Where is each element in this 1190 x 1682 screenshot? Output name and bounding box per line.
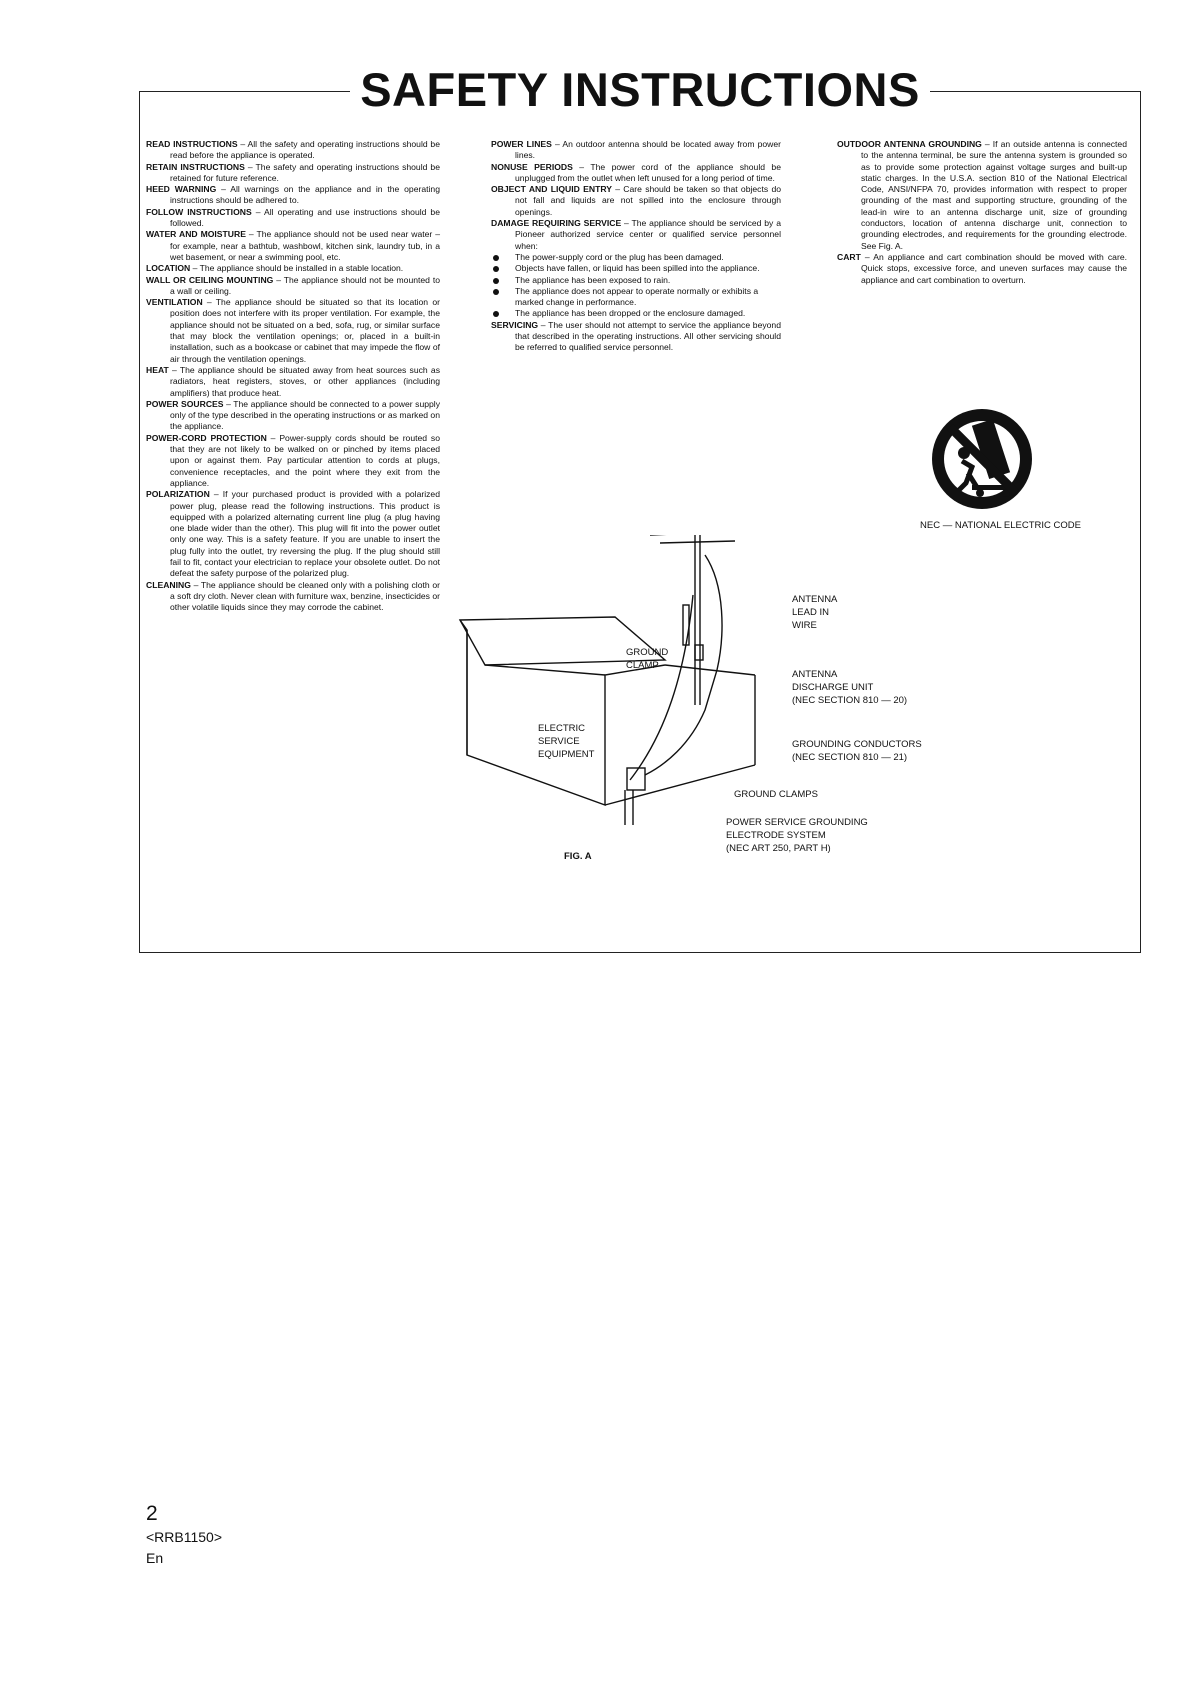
label-discharge-unit: ANTENNA DISCHARGE UNIT (NEC SECTION 810 — 20) bbox=[792, 669, 908, 706]
label-electric-service: ELECTRIC SERVICE EQUIPMENT bbox=[538, 723, 595, 760]
item-term: NONUSE PERIODS bbox=[491, 161, 573, 172]
instruction-item bbox=[146, 275, 440, 298]
instruction-item bbox=[146, 184, 440, 207]
instruction-item bbox=[146, 433, 440, 489]
service-condition-item: The appliance does not appear to operate normally or exhibits a marked change in performance. bbox=[491, 286, 781, 309]
figure-caption: FIG. A bbox=[564, 851, 592, 862]
instruction-item bbox=[146, 297, 440, 365]
item-text: – If an outside antenna is connected to the antenna terminal, be sure the antenna system is grounded so as to provide some protection against voltage surges and built-up static charges. In the U.S.A. section 810 of the National Electrical Code, ANSI/NFPA 70, provides information with respect to proper grounding of the mast and supporting structure, grounding of the lead-in wire to an antenna discharge unit, size of grounding conductors, location of antenna discharge unit, connection to grounding electrodes, and requirements for the grounding electrode. See Fig. A. bbox=[861, 139, 1127, 251]
service-condition-item: The power-supply cord or the plug has been damaged. bbox=[491, 252, 781, 263]
item-term: READ INSTRUCTIONS bbox=[146, 139, 238, 149]
page-title: SAFETY INSTRUCTIONS bbox=[360, 63, 920, 116]
column-2 bbox=[491, 139, 781, 354]
bullet-icon bbox=[493, 255, 499, 261]
item-term: HEED WARNING bbox=[146, 184, 217, 195]
item-text: – The appliance should not be mounted to a wall or ceiling. bbox=[170, 274, 440, 296]
item-term: DAMAGE REQUIRING SERVICE bbox=[491, 218, 622, 229]
column-1 bbox=[146, 139, 440, 613]
item-text: – Power-supply cords should be routed so that they are not likely to be walked on or pinched by items placed upon or against them. Pay particular attention to cords at plugs, convenience receptacles, and the point where they exit from the appliance. bbox=[170, 432, 440, 488]
language-code: En bbox=[146, 1550, 164, 1566]
bullet-icon bbox=[493, 311, 499, 317]
item-text: – An outdoor antenna should be located away from power lines. bbox=[515, 139, 781, 161]
item-term: HEAT bbox=[146, 364, 169, 375]
item-term: FOLLOW INSTRUCTIONS bbox=[146, 206, 252, 217]
item-term: RETAIN INSTRUCTIONS bbox=[146, 161, 245, 172]
item-term: LOCATION bbox=[146, 263, 191, 274]
cart-tip-over-warning-icon bbox=[928, 405, 1036, 513]
item-text: – The appliance should be situated away from heat sources such as radiators, heat registers, stoves, or other appliances (including amplifiers) that produce heat. bbox=[168, 364, 440, 398]
item-term: CLEANING bbox=[146, 579, 191, 590]
item-text: – The appliance should be situated so that its location or position does not interfere with its proper ventilation. For example, the appliance should not be situated on a bed, sofa, rug, or similar surface that may block the ventilation openings; or, placed in a built-in installation, such as a bookcase or cabinet that may impede the flow of air through the ventilation openings. bbox=[170, 297, 440, 364]
column-3 bbox=[837, 139, 1127, 286]
item-term: WALL OR CEILING MOUNTING bbox=[146, 274, 274, 285]
item-term: POWER-CORD PROTECTION bbox=[146, 432, 267, 443]
antenna-grounding-diagram bbox=[455, 535, 765, 855]
instruction-item bbox=[146, 489, 440, 579]
item-text: – The appliance should be serviced by a Pioneer authorized service center or qualified service personnel when: bbox=[515, 218, 781, 251]
instruction-item bbox=[146, 139, 440, 162]
instruction-item bbox=[146, 162, 440, 185]
item-text: – The appliance should be cleaned only with a polishing cloth or a soft dry cloth. Never clean with furniture wax, benzine, insecticides or other volatile liquids since they may corrode the cabinet. bbox=[170, 579, 440, 613]
item-text: – Care should be taken so that objects do not fall and liquids are not spilled into the enclosure through openings. bbox=[515, 184, 781, 217]
item-term: OUTDOOR ANTENNA GROUNDING bbox=[837, 139, 982, 149]
item-term: POLARIZATION bbox=[146, 489, 210, 500]
item-term: WATER AND MOISTURE bbox=[146, 229, 246, 240]
instruction-item bbox=[491, 139, 781, 162]
item-text: – All warnings on the appliance and in the operating instructions should be adhered to. bbox=[170, 184, 440, 206]
item-text: – The appliance should not be used near water – for example, near a bathtub, washbowl, kitchen sink, laundry tub, in a wet basement, or near a swimming pool, etc. bbox=[170, 229, 441, 262]
bullet-icon bbox=[493, 278, 499, 284]
item-text: – All operating and use instructions should be followed. bbox=[170, 206, 440, 229]
model-code: <RRB1150> bbox=[146, 1529, 223, 1545]
item-text: – The appliance should be connected to a power supply only of the type described in the operating instructions or as marked on the appliance. bbox=[170, 398, 440, 432]
service-condition-item: The appliance has been exposed to rain. bbox=[491, 275, 781, 286]
page-number: 2 bbox=[146, 1502, 158, 1525]
label-power-service: POWER SERVICE GROUNDING ELECTRODE SYSTEM (NEC ART 250, PART H) bbox=[726, 817, 868, 854]
instruction-item bbox=[146, 399, 440, 433]
instruction-item bbox=[491, 184, 781, 218]
instruction-item bbox=[146, 580, 440, 614]
item-text: – If your purchased product is provided with a polarized power plug, please read the following instructions. This product is equipped with a polarized alternating current line plug (a plug having one blade wider than the other). This plug will fit into the power outlet only one way. This is a safety feature. If you are unable to insert the plug fully into the outlet, try reversing the plug. If the plug should still fail to fit, contact your electrician to replace your obsolete outlet. Do not defeat the safety purpose of the polarized plug. bbox=[170, 489, 440, 579]
title-wrap bbox=[350, 60, 930, 120]
nec-note: NEC — NATIONAL ELECTRIC CODE bbox=[920, 520, 1081, 531]
item-term: POWER LINES bbox=[491, 139, 552, 149]
label-ground-clamp: GROUND CLAMP bbox=[626, 647, 669, 671]
bullet-icon bbox=[493, 289, 499, 295]
item-text: – The safety and operating instructions should be retained for future reference. bbox=[170, 161, 440, 183]
item-term: OBJECT AND LIQUID ENTRY bbox=[491, 184, 612, 195]
item-text: – The user should not attempt to service the appliance beyond that described in the operating instructions. All other servicing should be referred to qualified service personnel. bbox=[515, 319, 781, 353]
label-antenna-lead: ANTENNA LEAD IN WIRE bbox=[792, 594, 838, 631]
bullet-icon bbox=[493, 266, 499, 272]
instruction-item bbox=[491, 218, 781, 252]
item-term: VENTILATION bbox=[146, 297, 203, 308]
instruction-item bbox=[491, 320, 781, 354]
item-term: CART bbox=[837, 251, 861, 262]
item-text: – The appliance should be installed in a stable location. bbox=[190, 263, 404, 274]
item-term: POWER SOURCES bbox=[146, 398, 224, 409]
item-text: – The power cord of the appliance should be unplugged from the outlet when left unused for a long period of time. bbox=[515, 161, 781, 183]
item-term: SERVICING bbox=[491, 319, 539, 330]
instruction-item bbox=[146, 207, 440, 230]
instruction-item bbox=[146, 263, 440, 274]
instruction-item bbox=[837, 252, 1127, 286]
instruction-item bbox=[146, 229, 440, 263]
label-ground-clamps: GROUND CLAMPS bbox=[734, 789, 818, 800]
service-condition-item: Objects have fallen, or liquid has been spilled into the appliance. bbox=[491, 263, 781, 274]
instruction-item bbox=[146, 365, 440, 399]
instruction-item bbox=[837, 139, 1127, 252]
label-grounding-conductors: GROUNDING CONDUCTORS (NEC SECTION 810 — 21) bbox=[792, 739, 922, 763]
item-text: – All the safety and operating instructions should be read before the appliance is operated. bbox=[170, 139, 440, 161]
item-text: – An appliance and cart combination should be moved with care. Quick stops, excessive force, and uneven surfaces may cause the appliance and cart combination to overturn. bbox=[860, 251, 1127, 285]
instruction-item bbox=[491, 162, 781, 185]
service-condition-item: The appliance has been dropped or the enclosure damaged. bbox=[491, 308, 781, 319]
